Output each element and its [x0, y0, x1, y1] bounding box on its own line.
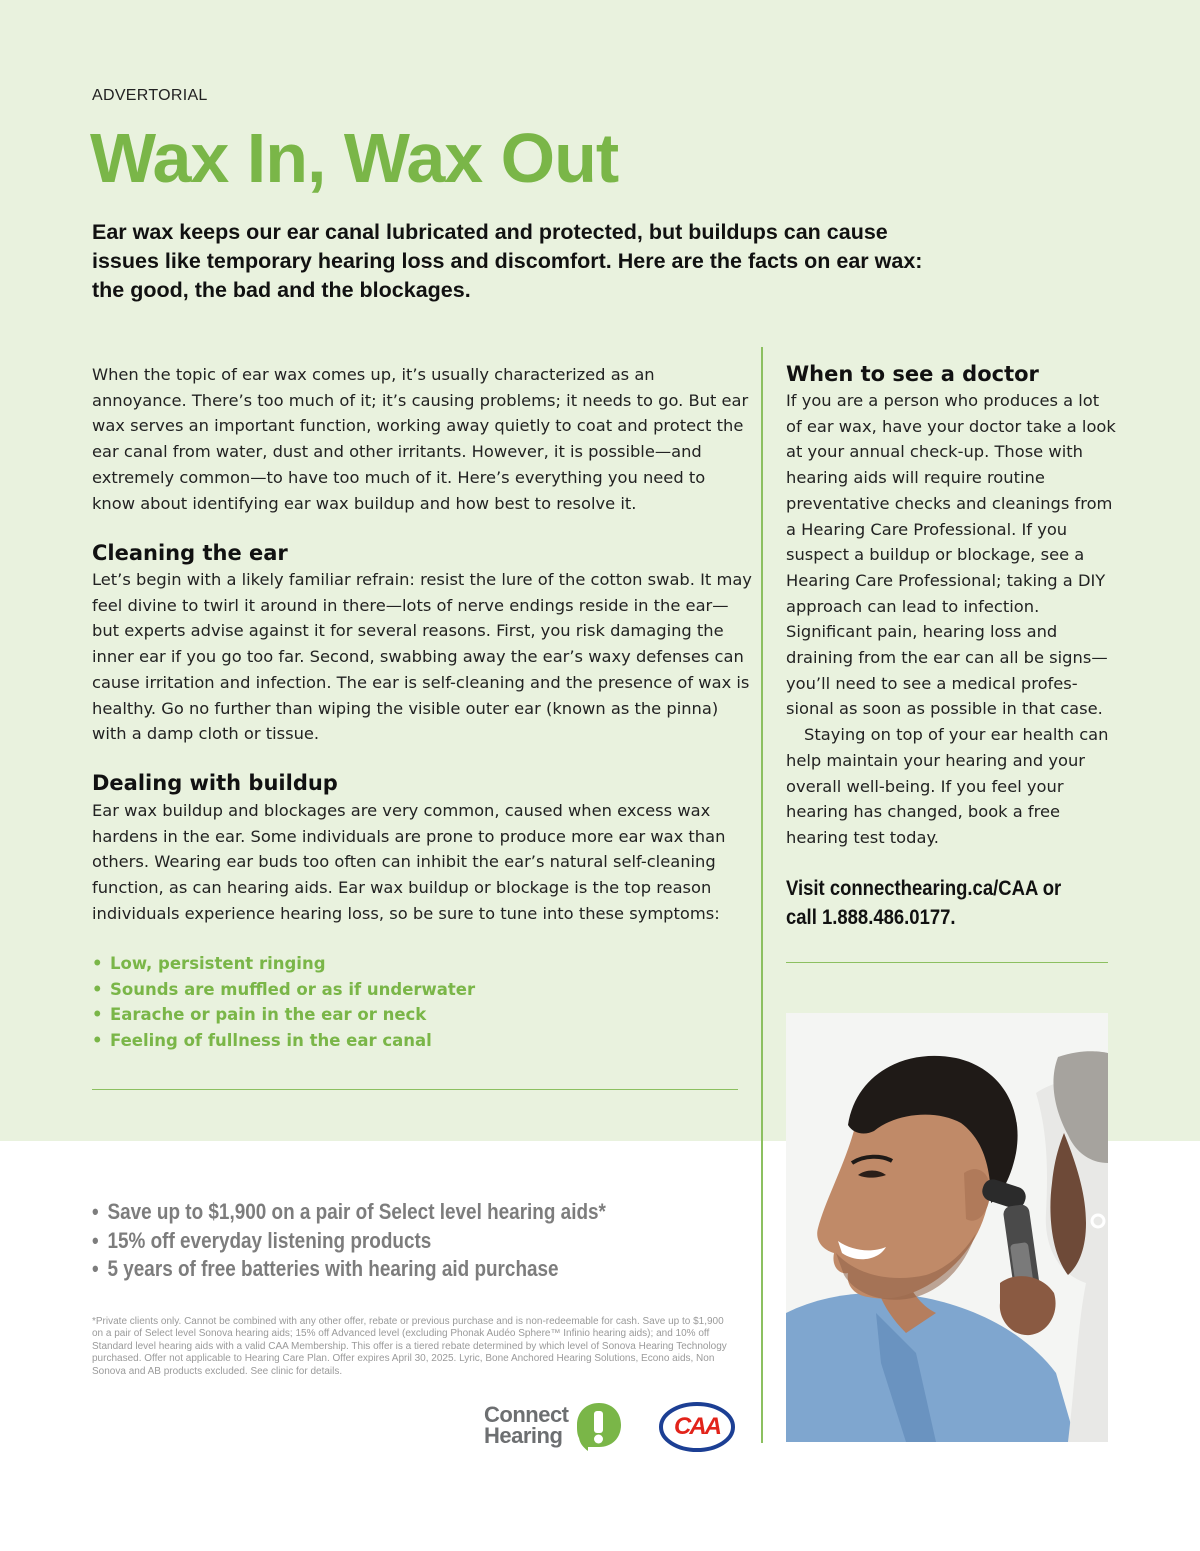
offer-item: • 5 years of free batteries with hearing aid purchase [92, 1255, 606, 1284]
buildup-heading: Dealing with buildup [92, 771, 338, 795]
offer-item: • Save up to $1,900 on a pair of Select level hearing aids* [92, 1198, 606, 1227]
article-dek: Ear wax keeps our ear canal lubricated and protected, but buildups can cause issues like temporary hearing loss and discomfort. Here are the facts on ear wax: the good, the bad and the blockages. [92, 220, 923, 302]
cta-phone[interactable]: call 1.888.486.0177. [786, 906, 956, 929]
call-to-action [786, 874, 1076, 932]
page-title: Wax In, Wax Out [90, 119, 619, 197]
right-divider [786, 962, 1108, 963]
connect-hearing-exclamation-icon [576, 1402, 622, 1452]
doctor-paragraph-1: If you are a person who produces a lot of ear wax, have your doctor take a look at your annual check-up. Those with hearing aids will require routine preventative checks and cleanings from a Hearing Care Professional. If you suspect a buildup or blockage, see a Hearing Care Professional; taking a DIY approach can lead to infection. Significant pain, hearing loss and draining from the ear can all be signs—you’ll need to see a medical profes-sional as soon as possible in that case. [786, 391, 1116, 719]
caa-logo [659, 1402, 735, 1452]
symptoms-list [92, 951, 475, 1054]
symptom-item: • Low, persistent ringing [92, 951, 475, 977]
fine-print: *Private clients only. Cannot be combined with any other offer, rebate or previous purchase and is non-redeemable for cash. Save up to $1,900 on a pair of Select level Sonova hearing aids; 15% off Advanced level (excluding Phonak Audéo Sphere™ Infinio hearing aids); and 10% off Standard level hearing aids with a valid CAA Membership. This offer is a tiered rebate determined by which level of Sonova Hearing Technology purchased. Offer not applicable to Hearing Care Plan. Offer expires April 30, 2025. Lyric, Bone Anchored Hearing Solutions, Econo aids, Non Sonova and AB products excluded. See clinic for details. [92, 1316, 727, 1377]
cleaning-heading: Cleaning the ear [92, 541, 288, 565]
cleaning-paragraph: Let’s begin with a likely familiar refrain: resist the lure of the cotton swab. It may feel divine to twirl it around in there—lots of nerve endings reside in the ear—but experts advise against it for several reasons. First, you risk damaging the inner ear if you go too far. Second, swabbing away the ear’s waxy defenses can cause irritation and infection. The ear is self-cleaning and the presence of wax is healthy. Go no further than wiping the visible outer ear (known as the pinna) with a damp cloth or tissue. [92, 570, 752, 744]
doctor-heading: When to see a doctor [786, 362, 1039, 386]
doctor-paragraph-2: Staying on top of your ear health can help maintain your hearing and your overall well-being. If you feel your hearing has changed, book a free hearing test today. [786, 725, 1109, 847]
ear-exam-photo [786, 1013, 1108, 1442]
column-divider [761, 347, 763, 1443]
connect-hearing-logo [484, 1402, 630, 1454]
left-divider [92, 1089, 738, 1090]
doctor-text [786, 388, 1116, 851]
section-label: ADVERTORIAL [92, 87, 208, 104]
offer-item: • 15% off everyday listening products [92, 1227, 606, 1256]
cta-website[interactable]: Visit connecthearing.ca/CAA or [786, 877, 1062, 900]
connect-hearing-wordmark-line1: Connect [484, 1402, 569, 1427]
connect-hearing-wordmark-line2: Hearing [484, 1423, 563, 1448]
offers-list [92, 1198, 690, 1284]
symptom-item: • Feeling of fullness in the ear canal [92, 1028, 475, 1054]
intro-paragraph: When the topic of ear wax comes up, it’s usually characterized as an annoyance. There’s too much of it; it’s causing problems; it needs to go. But ear wax serves an important function, working away quietly to coat and protect the ear canal from water, dust and other irritants. However, it is possible—and extremely common—to have too much of it. Here’s everything you need to know about identifying ear wax buildup and how best to resolve it. [92, 365, 749, 513]
caa-wordmark: CAA [674, 1413, 720, 1440]
buildup-paragraph: Ear wax buildup and blockages are very common, caused when excess wax hardens in the ear. Some individuals are prone to produce more ear wax than others. Wearing ear buds too often can inhibit the ear’s natural self-cleaning function, as can hearing aids. Ear wax buildup or blockage is the top reason individuals experience hearing loss, so be sure to tune into these symptoms: [92, 801, 726, 923]
symptom-item: • Sounds are muffled or as if underwater [92, 977, 475, 1003]
ear-exam-illustration [786, 1013, 1108, 1442]
symptom-item: • Earache or pain in the ear or neck [92, 1002, 475, 1028]
